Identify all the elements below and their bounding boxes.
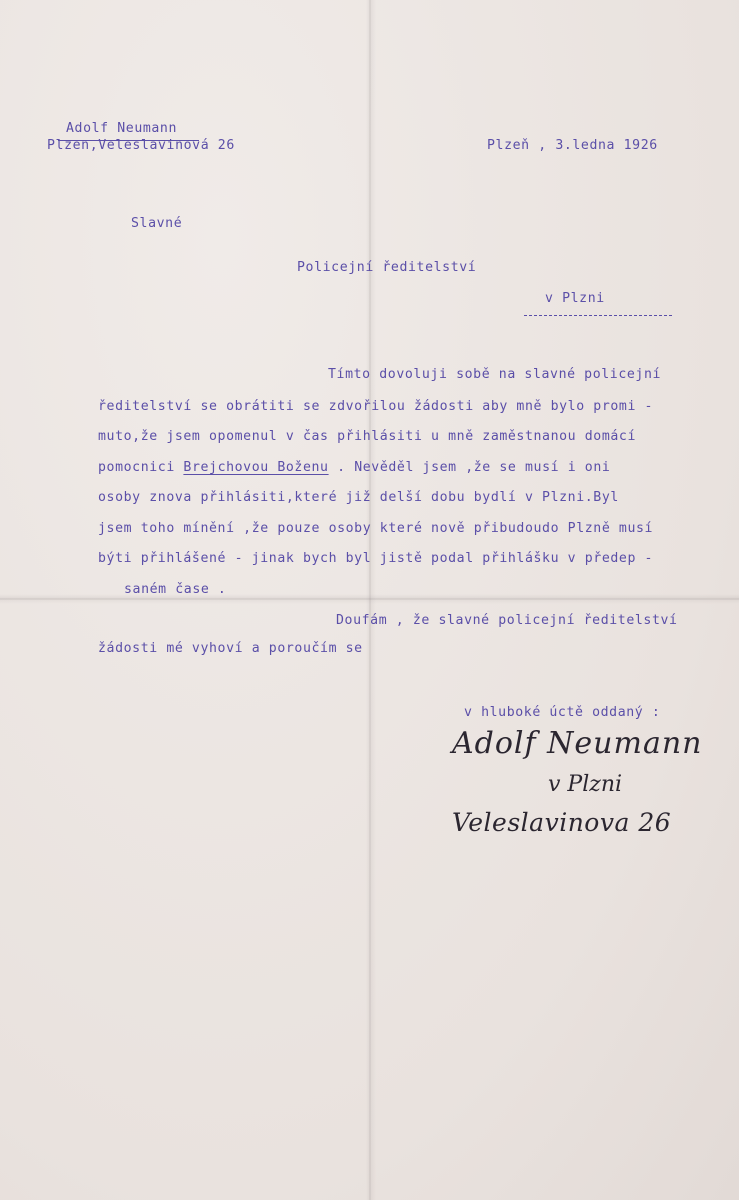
body-line-8: saném čase .	[124, 582, 227, 597]
paper-fold-vertical	[369, 0, 371, 1200]
sender-name: Adolf Neumann	[66, 121, 178, 136]
body-line-4-end: . Nevěděl jsem ,že se musí i oni	[328, 460, 611, 475]
signature-city: v Plzni	[548, 772, 623, 797]
signature-street: Veleslavinova 26	[452, 808, 672, 837]
place-date: Plzeň , 3.ledna 1926	[487, 138, 658, 153]
closing-line-1: Doufám , že slavné policejní ředitelství	[336, 613, 678, 628]
body-line-6: jsem toho mínění ,že pouze osoby které nově přibudoudo Plzně musí	[98, 521, 654, 536]
salutation: Slavné	[131, 216, 183, 231]
recipient-line1: Policejní ředitelství	[297, 260, 477, 275]
recipient-line2: v Plzni	[545, 291, 605, 306]
recipient-underline	[524, 315, 672, 316]
employee-name: Brejchovou Boženu	[183, 460, 329, 475]
body-line-4-start: pomocnici	[98, 460, 184, 475]
closing-line-2: žádosti mé vyhoví a poroučím se	[98, 641, 363, 656]
sender-address: Plzen,Veleslavinová 26	[47, 138, 235, 153]
body-line-4	[98, 460, 610, 476]
body-line-5: osoby znova přihlásiti,které již delší dobu bydlí v Plzni.Byl	[98, 490, 619, 505]
body-line-2: ředitelství se obrátiti se zdvořilou žádosti aby mně bylo promi -	[98, 399, 654, 414]
signature-name: Adolf Neumann	[452, 726, 703, 761]
body-line-3: muto,že jsem opomenul v čas přihlásiti u mně zaměstnanou domácí	[98, 429, 636, 444]
body-line-7: býti přihlášené - jinak bych byl jistě podal přihlášku v předep -	[98, 551, 654, 566]
valediction: v hluboké úctě oddaný :	[464, 705, 661, 720]
body-line-1: Tímto dovoluji sobě na slavné policejní	[328, 367, 662, 382]
